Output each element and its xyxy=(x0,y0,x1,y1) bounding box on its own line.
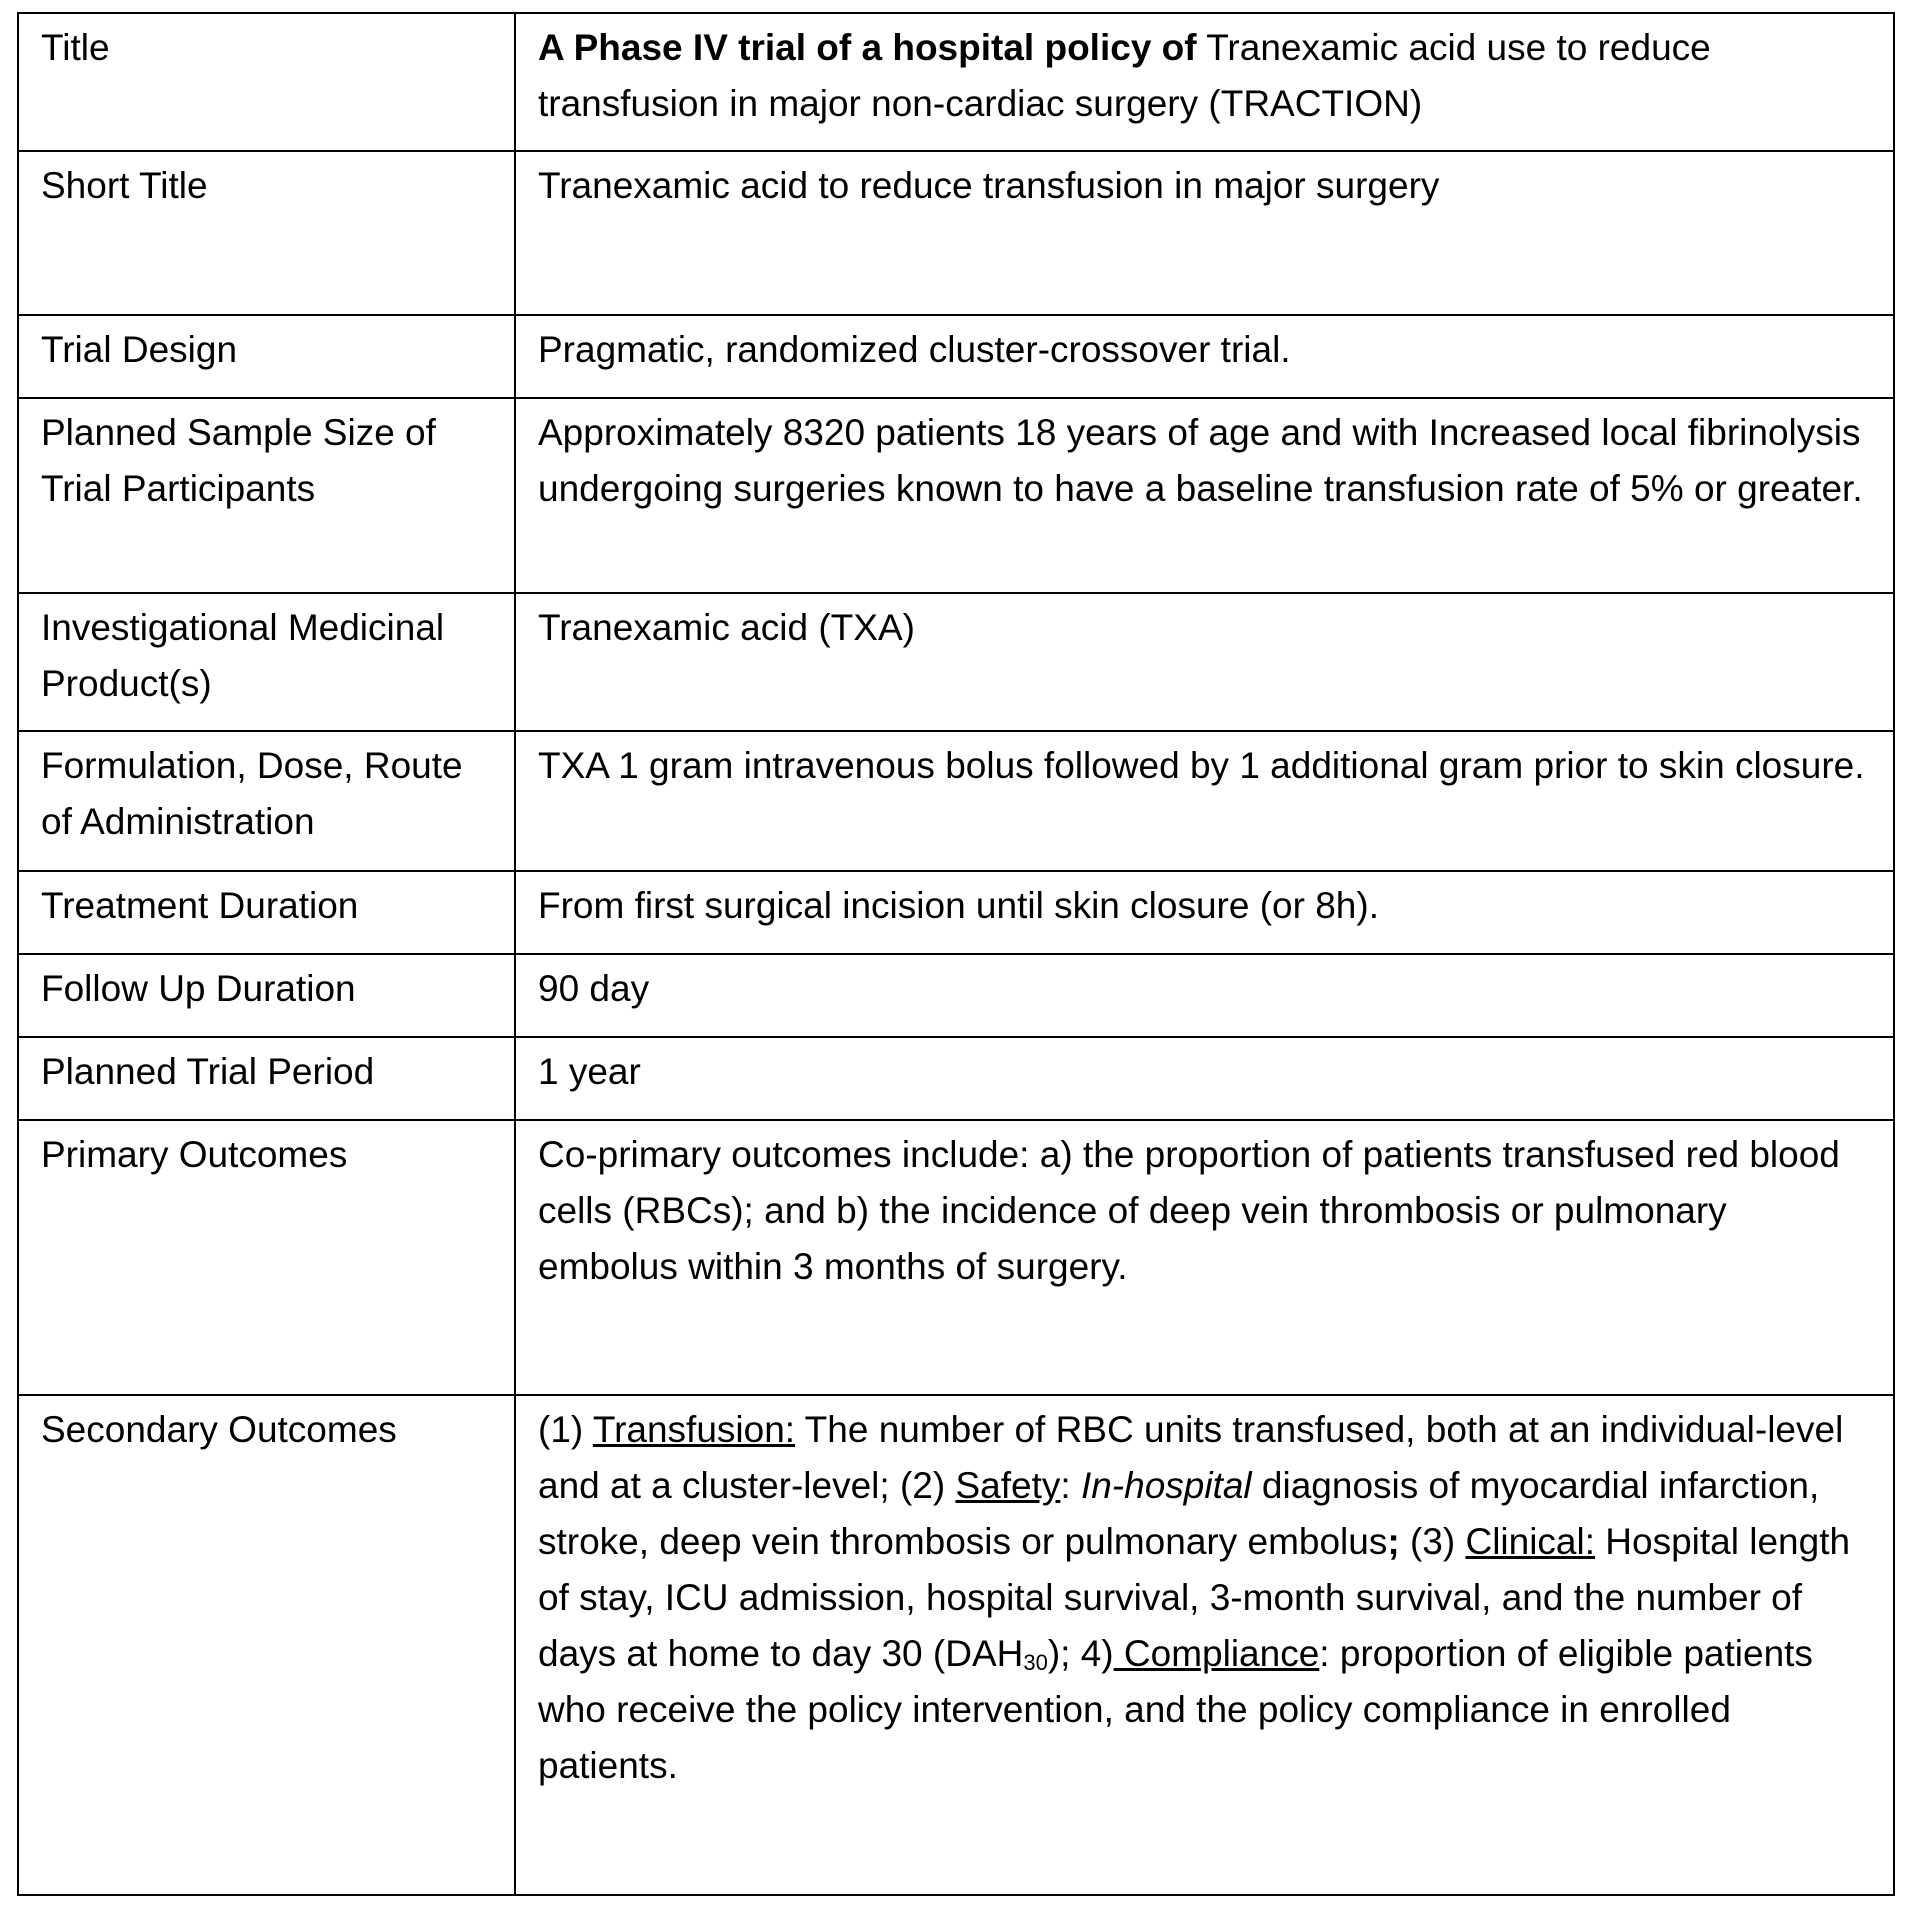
text: : proportion of eligible patients who receive the policy intervention, and the policy compliance in enrolled patients. xyxy=(538,1633,1813,1786)
row-value: 90 day xyxy=(515,954,1894,1037)
text: Hospital length of stay, ICU admission, hospital survival, 3-month survival, and the number of days at home to day 30 (DAH xyxy=(538,1521,1851,1674)
row-label: Primary Outcomes xyxy=(18,1120,515,1395)
table-row xyxy=(18,315,1894,398)
text: : xyxy=(1060,1465,1081,1506)
row-value: Pragmatic, randomized cluster-crossover trial. xyxy=(515,315,1894,398)
row-label: Short Title xyxy=(18,151,515,315)
row-value xyxy=(515,13,1894,151)
text: (3) xyxy=(1399,1521,1466,1562)
row-label: Planned Sample Size of Trial Participants xyxy=(18,398,515,593)
table-row xyxy=(18,871,1894,954)
table-row xyxy=(18,1395,1894,1895)
table-row xyxy=(18,954,1894,1037)
text: diagnosis of myocardial infarction, stroke, deep vein thrombosis or pulmonary embolus xyxy=(538,1465,1820,1562)
subscript: 30 xyxy=(1023,1650,1048,1675)
heading-safety: Safety xyxy=(955,1465,1061,1506)
row-label: Formulation, Dose, Route of Administration xyxy=(18,731,515,871)
row-value: Approximately 8320 patients 18 years of age and with Increased local fibrinolysis undergoing surgeries known to have a baseline transfusion rate of 5% or greater. xyxy=(515,398,1894,593)
row-label: Trial Design xyxy=(18,315,515,398)
heading-clinical: Clinical: xyxy=(1465,1521,1596,1562)
text: (1) xyxy=(538,1409,593,1450)
table-row xyxy=(18,151,1894,315)
text: ; xyxy=(1387,1521,1400,1562)
row-value: Tranexamic acid to reduce transfusion in major surgery xyxy=(515,151,1894,315)
row-value: Tranexamic acid (TXA) xyxy=(515,593,1894,731)
title-rest: Tranexamic acid use to reduce transfusion in major non-cardiac surgery (TRACTION) xyxy=(538,27,1711,124)
row-value xyxy=(515,1395,1894,1895)
row-label: Secondary Outcomes xyxy=(18,1395,515,1895)
table-row xyxy=(18,13,1894,151)
row-label: Investigational Medicinal Product(s) xyxy=(18,593,515,731)
italic-text: In-hospital xyxy=(1080,1465,1252,1506)
row-value: Co-primary outcomes include: a) the proportion of patients transfused red blood cells (RBCs); and b) the incidence of deep vein thrombosis or pulmonary embolus within 3 months of surgery. xyxy=(515,1120,1894,1395)
row-label: Treatment Duration xyxy=(18,871,515,954)
table-row xyxy=(18,398,1894,593)
row-value: TXA 1 gram intravenous bolus followed by 1 additional gram prior to skin closure. xyxy=(515,731,1894,871)
text: ); 4) xyxy=(1047,1633,1114,1674)
table-row xyxy=(18,1120,1894,1395)
trial-summary-table xyxy=(17,12,1895,1896)
text: The number of RBC units transfused, both at an individual-level and at a cluster-level; (2) xyxy=(538,1409,1844,1506)
row-label: Title xyxy=(18,13,515,151)
row-label: Planned Trial Period xyxy=(18,1037,515,1120)
table-row xyxy=(18,593,1894,731)
title-bold: A Phase IV trial of a hospital policy of xyxy=(538,27,1197,68)
table-row xyxy=(18,731,1894,871)
row-value: 1 year xyxy=(515,1037,1894,1120)
table-row xyxy=(18,1037,1894,1120)
heading-transfusion: Transfusion: xyxy=(592,1409,796,1450)
heading-compliance: Compliance xyxy=(1113,1633,1320,1674)
row-value: From first surgical incision until skin closure (or 8h). xyxy=(515,871,1894,954)
row-label: Follow Up Duration xyxy=(18,954,515,1037)
